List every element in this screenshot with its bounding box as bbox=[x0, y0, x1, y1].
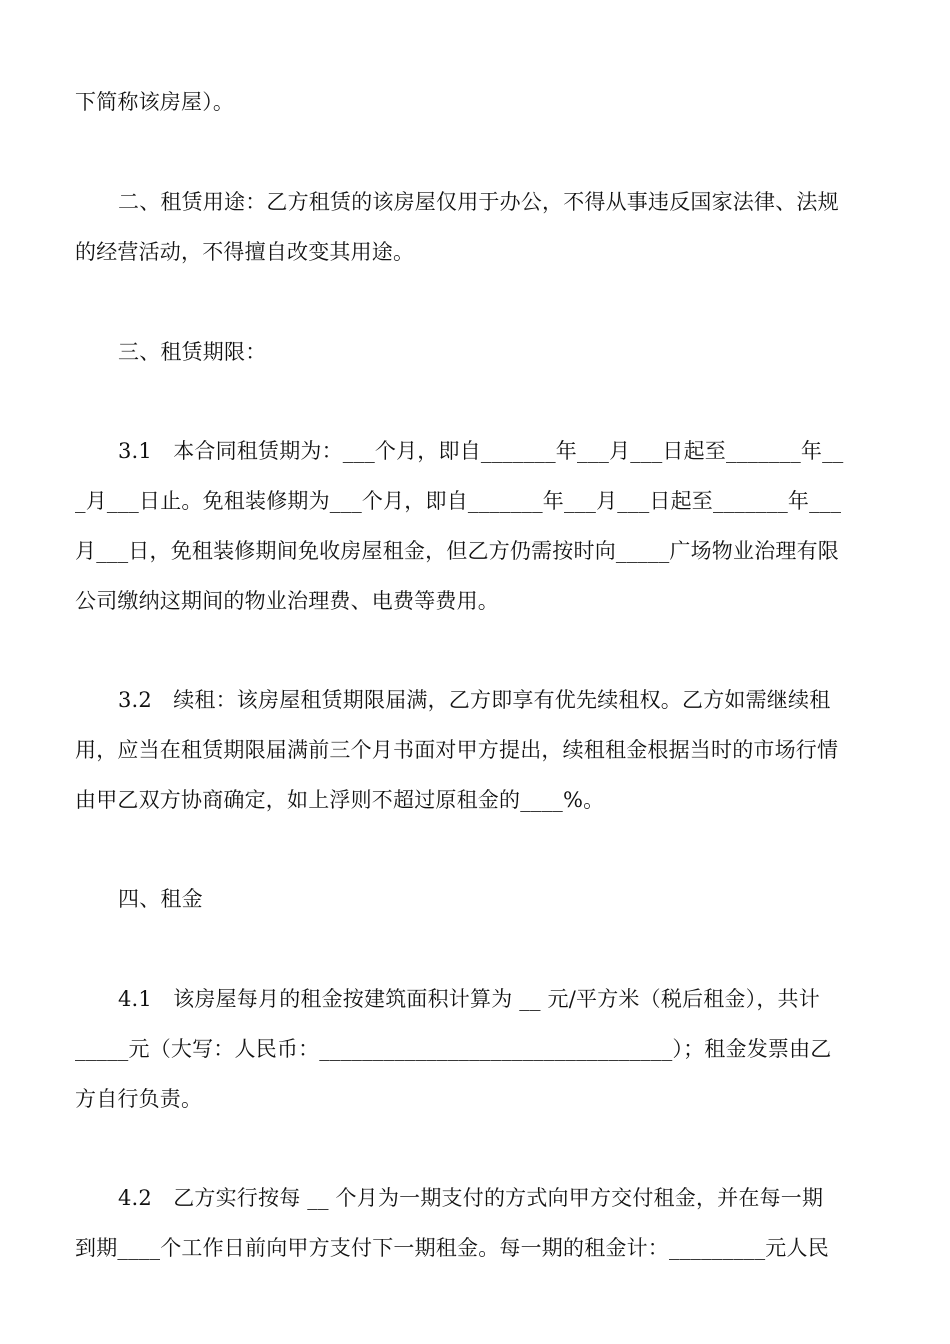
text-line: 月___日，免租装修期间免收房屋租金，但乙方仍需按时向_____广场物业治理有限 bbox=[75, 539, 839, 563]
text-line: 公司缴纳这期间的物业治理费、电费等费用。 bbox=[75, 589, 499, 613]
text-line: 用，应当在租赁期限届满前三个月书面对甲方提出，续租租金根据当时的市场行情 bbox=[75, 738, 839, 762]
text-line: _月___日止。免租装修期为___个月，即自_______年___月___日起至_______年___ bbox=[75, 489, 842, 513]
text-line: 方自行负责。 bbox=[75, 1087, 203, 1111]
text-line: 的经营活动，不得擅自改变其用途。 bbox=[75, 240, 415, 264]
text-line: 由甲乙双方协商确定，如上浮则不超过原租金的____%。 bbox=[75, 788, 605, 812]
text-line: 二、租赁用途：乙方租赁的该房屋仅用于办公，不得从事违反国家法律、法规 bbox=[118, 190, 839, 214]
text-line: 到期____个工作日前向甲方支付下一期租金。每一期的租金计：_________元人民 bbox=[75, 1236, 829, 1260]
text-line: 4.2 乙方实行按每 __ 个月为一期支付的方式向甲方交付租金，并在每一期 bbox=[118, 1186, 824, 1210]
section-heading: 三、租赁期限： bbox=[118, 340, 267, 364]
text-line: 下简称该房屋）。 bbox=[75, 90, 235, 114]
text-line: _____元（大写：人民币：_________________________________）；租金发票由乙 bbox=[75, 1037, 832, 1061]
text-line: 4.1 该房屋每月的租金按建筑面积计算为 __ 元/平方米（税后租金），共计 bbox=[118, 987, 820, 1011]
section-heading: 四、租金 bbox=[118, 887, 203, 911]
text-line: 3.1 本合同租赁期为：___个月，即自_______年___月___日起至_______年__ bbox=[118, 439, 844, 463]
text-line: 3.2 续租：该房屋租赁期限届满，乙方即享有优先续租权。乙方如需继续租 bbox=[118, 688, 831, 712]
